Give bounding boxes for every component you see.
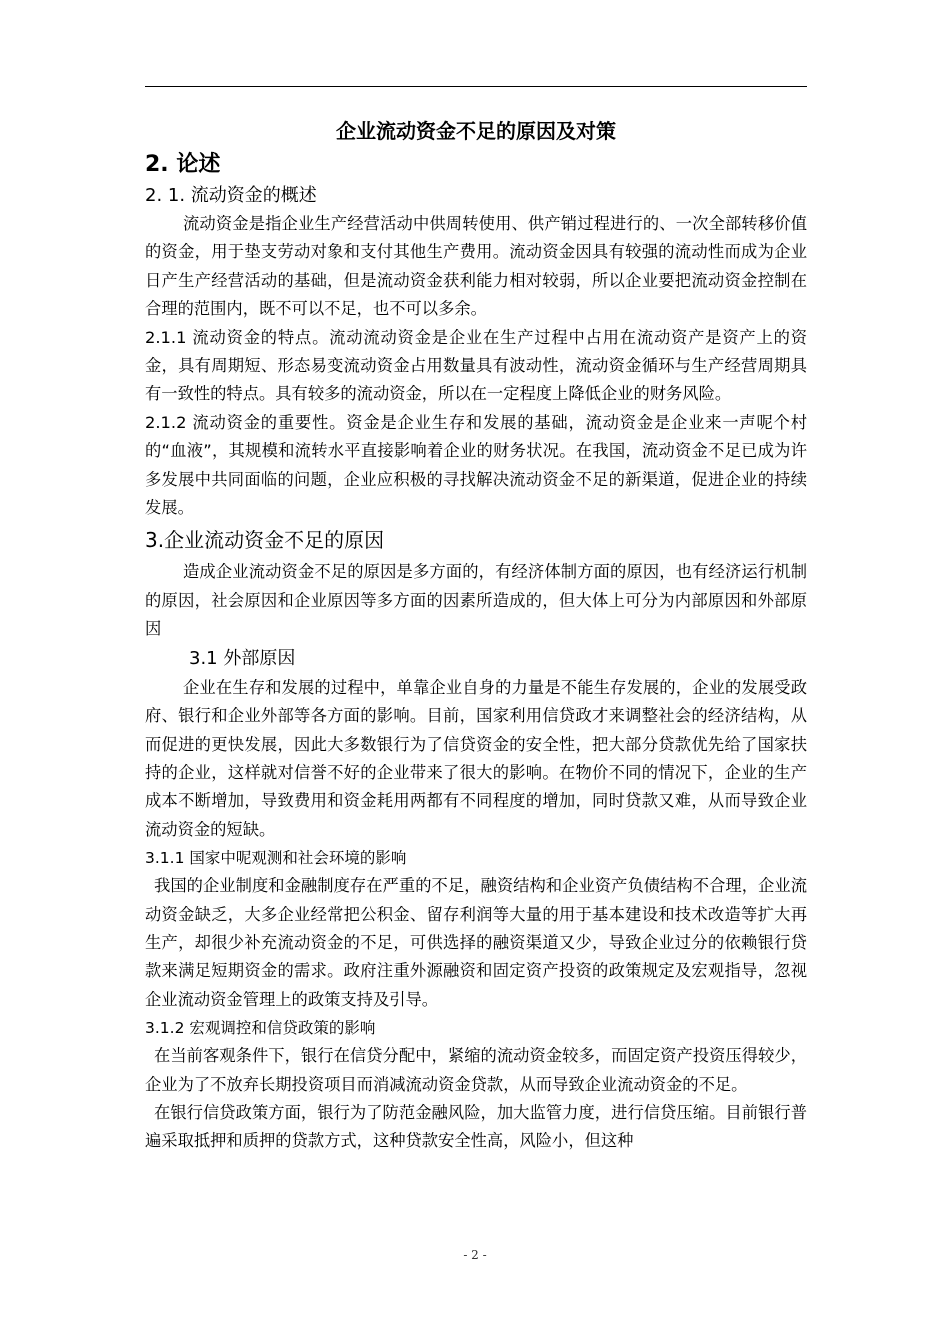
section-3-1-2-paragraph-2: 在银行信贷政策方面，银行为了防范金融风险，加大监管力度，进行信贷压缩。目前银行普遍采取抵押和质押的贷款方式，这种贷款安全性高，风险小，但这种 — [145, 1102, 807, 1151]
section-3-1-2-paragraph-1: 在当前客观条件下，银行在信贷分配中，紧缩的流动资金较多，而固定资产投资压得较少，企业为了不放弃长期投资项目而消减流动资金贷款，从而导致企业流动资金的不足。 — [145, 1046, 807, 1094]
page-number: - 2 - — [463, 1248, 487, 1262]
section-3-paragraph: 造成企业流动资金不足的原因是多方面的，有经济体制方面的原因，也有经济运行机制的原因，社会原因和企业原因等多方面的因素所造成的，但大体上可分为内部原因和外部原因 — [145, 562, 807, 639]
section-3-heading: 3.企业流动资金不足的原因 — [145, 528, 385, 553]
section-2-1-2-paragraph: 2.1.2 流动资金的重要性。资金是企业生存和发展的基础，流动资金是企业来一声呢个村的“血液”，其规模和流转水平直接影响着企业的财务状况。在我国，流动资金不足已成为许多发展中共同面临的问题，企业应积极的寻找解决流动资金不足的新渠道，促进企业的持续发展。 — [145, 412, 807, 518]
section-3-1-2-heading: 3.1.2 宏观调控和信贷政策的影响 — [145, 1019, 376, 1038]
section-3-1-heading: 3.1 外部原因 — [189, 647, 296, 669]
section-2-1-heading: 2. 1. 流动资金的概述 — [145, 185, 317, 206]
section-3-1-1-heading: 3.1.1 国家中呢观测和社会环境的影响 — [145, 849, 407, 868]
section-2-1-1-paragraph: 2.1.1 流动资金的特点。流动流动资金是企业在生产过程中占用在流动资产是资产上的资金，具有周期短、形态易变流动资金占用数量具有波动性，流动资金循环与生产经营周期具有一致性的特点。具有较多的流动资金，所以在一定程度上降低企业的财务风险。 — [145, 327, 807, 404]
header-rule — [145, 86, 807, 87]
section-2-1-paragraph: 流动资金是指企业生产经营活动中供周转使用、供产销过程进行的、一次全部转移价值的资金，用于垫支劳动对象和支付其他生产费用。流动资金因具有较强的流动性而成为企业日产生产经营活动的基础，但是流动资金获利能力相对较弱，所以企业要把流动资金控制在合理的范围内，既不可以不足，也不可以多余。 — [145, 214, 807, 319]
section-3-1-1-paragraph: 我国的企业制度和金融制度存在严重的不足，融资结构和企业资产负债结构不合理，企业流动资金缺乏，大多企业经常把公积金、留存利润等大量的用于基本建设和技术改造等扩大再生产，却很少补充流动资金的不足，可供选择的融资渠道又少，导致企业过分的依赖银行贷款来满足短期资金的需求。政府注重外源融资和固定资产投资的政策规定及宏观指导，忽视企业流动资金管理上的政策支持及引导。 — [145, 876, 807, 1009]
document-title: 企业流动资金不足的原因及对策 — [336, 119, 616, 143]
section-3-1-paragraph: 企业在生存和发展的过程中，单靠企业自身的力量是不能生存发展的，企业的发展受政府、银行和企业外部等各方面的影响。目前，国家利用信贷政才来调整社会的经济结构，从而促进的更快发展，因此大多数银行为了信贷资金的安全性，把大部分贷款优先给了国家扶持的企业，这样就对信誉不好的企业带来了很大的影响。在物价不同的情况下，企业的生产成本不断增加，导致费用和资金耗用两都有不同程度的增加，同时贷款又难，从而导致企业流动资金的短缺。 — [145, 677, 807, 839]
page-content — [145, 114, 807, 1156]
section-2-heading: 2. 论述 — [145, 152, 221, 177]
